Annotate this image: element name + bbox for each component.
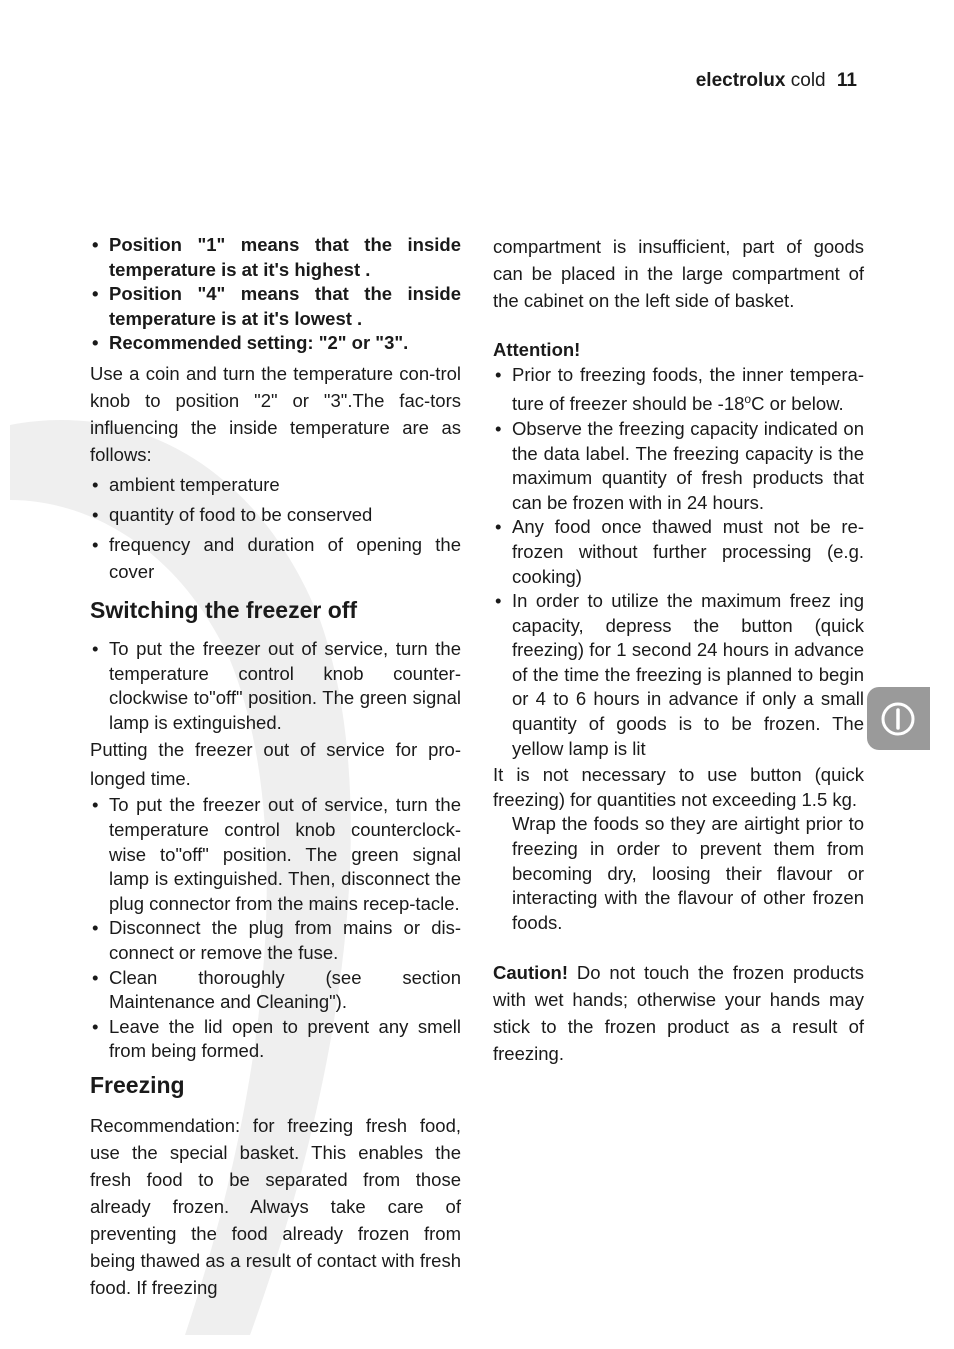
freezing-paragraph: Recommendation: for freezing fresh food, use the special basket. This enables the fresh food to be separated from those already frozen. Always take care of preventing the food already frozen from being thawed as a result of contact with fresh food. If freezing xyxy=(90,1114,461,1298)
list-item: • quantity of food to be conserved xyxy=(90,501,461,528)
list-item: • In order to utilize the maximum freez ing capacity, depress the button (quick freezing) for 1 second 24 hours in advance of the time the freezing is planned to begin or 4 to 6 hours in advance if only a small quantity of goods is to be frozen. The yellow lamp is lit xyxy=(493,589,864,761)
right-column xyxy=(493,233,864,1067)
caution-label: Caution! xyxy=(493,962,569,984)
list-item: • Recommended setting: "2" or "3". xyxy=(90,331,461,356)
list-item: • To put the freezer out of service, turn the temperature control knob counterclock-wise to"off" position. The green signal lamp is extinguished. Then, disconnect the plug connector from the mains recep-tacle. xyxy=(90,793,461,916)
list-item: • Position "4" means that the inside temperature is at it's lowest . xyxy=(90,282,461,331)
page-header xyxy=(696,70,857,92)
power-symbol-icon xyxy=(880,701,916,737)
factor-list xyxy=(90,471,461,585)
page-number: 11 xyxy=(836,70,857,91)
continuation-paragraph: compartment is insufficient, part of goods can be placed in the large compartment of the cabinet on the left side of basket. xyxy=(493,236,864,311)
freezing-heading: Freezing xyxy=(90,1071,185,1098)
prolonged-paragraph: Putting the freezer out of service for pro-longed time. xyxy=(90,739,461,790)
attention-label: Attention! xyxy=(493,339,581,360)
list-item: • frequency and duration of opening the cover xyxy=(90,531,461,585)
list-item xyxy=(493,363,864,417)
list-item: • Observe the freezing capacity indicated on the data label. The freezing capacity is the maximum quantity of fresh products that can be frozen with in 24 hours. xyxy=(493,417,864,515)
attention-text: Prior to freezing foods, the inner tempera-ture of freezer should be -18 xyxy=(512,363,864,415)
switch-list xyxy=(90,637,461,735)
list-item: • Any food once thawed must not be re-frozen without further processing (e.g. cooking) xyxy=(493,515,864,589)
position-list xyxy=(90,233,461,356)
list-item: • Disconnect the plug from mains or dis-connect or remove the fuse. xyxy=(90,916,461,965)
header-section: cold xyxy=(790,70,826,91)
attention-text-end: C or below. xyxy=(751,393,844,415)
degree-mark: o xyxy=(744,392,752,407)
list-item: • Leave the lid open to prevent any smell from being formed. xyxy=(90,1015,461,1064)
list-item: • Position "1" means that the inside temperature is at it's highest . xyxy=(90,233,461,282)
not-necessary-paragraph: It is not necessary to use button (quick freezing) for quantities not exceeding 1.5 kg. xyxy=(493,764,864,810)
caution-paragraph xyxy=(493,959,864,1067)
list-item: • To put the freezer out of service, turn the temperature control knob counter-clockwise to"off" position. The green signal lamp is extinguished. xyxy=(90,637,461,735)
switching-off-heading: Switching the freezer off xyxy=(90,596,358,623)
caution-text: Do not touch the frozen products with wet hands; otherwise your hands may stick to the frozen product as a result of freezing. xyxy=(493,962,864,1065)
list-item: • ambient temperature xyxy=(90,471,461,498)
intro-paragraph: Use a coin and turn the temperature con-trol knob to position "2" or "3".The fac-tors influencing the inside temperature are as follows: xyxy=(90,362,461,465)
header-brand: electrolux xyxy=(695,70,786,91)
section-tab xyxy=(867,687,930,750)
prolonged-list xyxy=(90,793,461,1064)
list-item: • Clean thoroughly (see section Maintenance and Cleaning"). xyxy=(90,966,461,1015)
left-column xyxy=(90,233,461,1301)
attention-list xyxy=(493,363,864,762)
wrap-paragraph: Wrap the foods so they are airtight prior to freezing in order to prevent them from becoming dry, loosing their flavour or interacting with the flavour of other frozen foods. xyxy=(512,813,864,933)
